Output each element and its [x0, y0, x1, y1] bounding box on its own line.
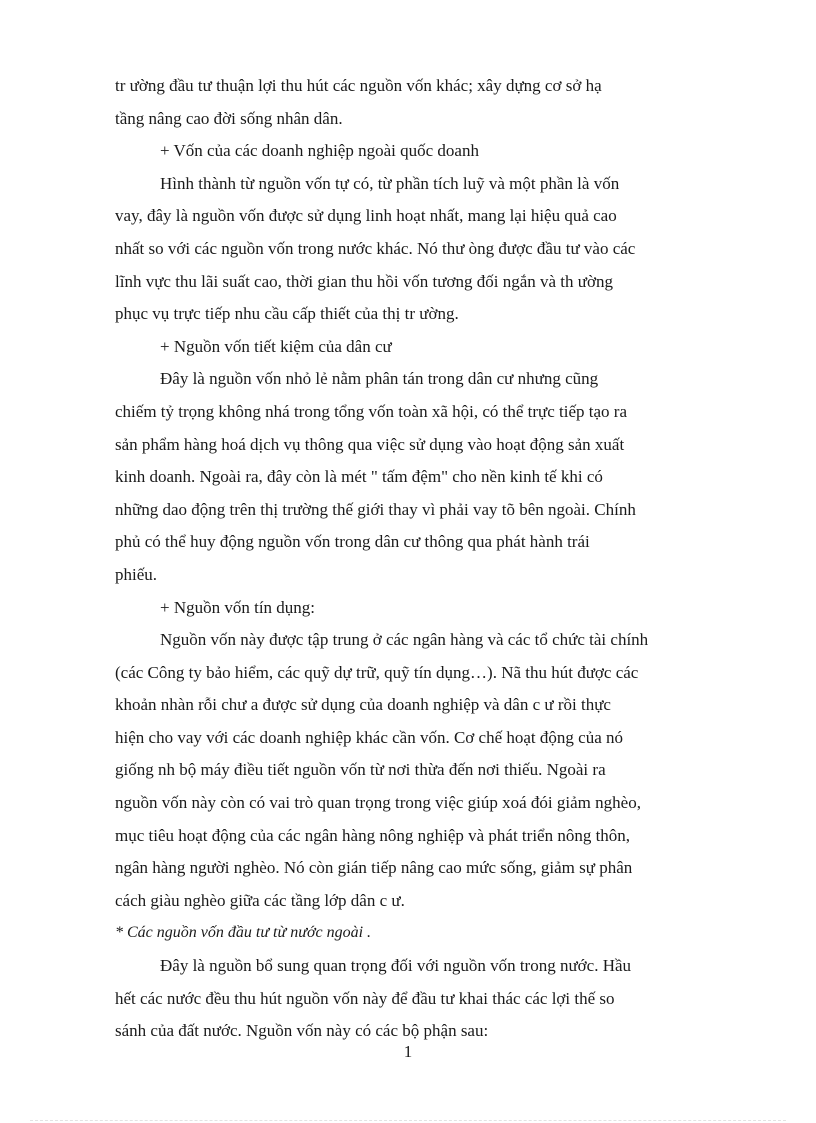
paragraph-household-savings: Đây là nguồn vốn nhỏ lẻ nằm phân tán trong dân cư nhưng cũng chiếm tỷ trọng không nhá trong tổng vốn toàn xã hội, có thể trực tiếp tạo ra sản phẩm hàng hoá dịch vụ thông qua việc sử dụng vào hoạt động sản xuất kinh doanh. Ngoài ra, đây còn là mét " tấm đệm" cho nền kinh tế khi có những dao động trên thị trường thế giới thay vì phải vay tõ bên ngoài. Chính phủ có thể huy động nguồn vốn trong dân cư thông qua phát hành trái phiếu.	[115, 369, 636, 584]
document-page	[115, 70, 719, 1048]
heading-private-enterprise-capital: + Vốn của các doanh nghiệp ngoài quốc doanh	[160, 141, 479, 161]
heading-foreign-investment: * Các nguồn vốn đầu tư từ nước ngoài .	[115, 924, 372, 942]
heading-credit-capital: + Nguồn vốn tín dụng:	[160, 597, 316, 617]
page-number: 1	[403, 1042, 413, 1061]
paragraph-foreign-investment: Đây là nguồn bổ sung quan trọng đối với nguồn vốn trong nước. Hầu hết các nước đều thu hút nguồn vốn này để đầu tư khai thác các lợi thế so sánh của đất nước. Nguồn vốn này có các bộ phận sau:	[115, 956, 632, 1041]
paragraph-private-enterprise-capital: Hình thành từ nguồn vốn tự có, từ phần tích luỹ và một phần là vốn vay, đây là nguồn vốn được sử dụng linh hoạt nhất, mang lại hiệu quả cao nhất so với các nguồn vốn trong nước khác. Nó thư òng được đầu tư vào các lĩnh vực thu lãi suất cao, thời gian thu hồi vốn tương đối ngắn và th ường phục vụ trực tiếp nhu cầu cấp thiết của thị tr ường.	[115, 173, 636, 324]
paragraph-infrastructure: tr ường đầu tư thuận lợi thu hút các nguồn vốn khác; xây dựng cơ sở hạ tầng nâng cao đời sống nhân dân.	[115, 76, 602, 128]
paragraph-credit-capital: Nguồn vốn này được tập trung ở các ngân hàng và các tổ chức tài chính (các Công ty bảo hiểm, các quỹ dự trữ, quỹ tín dụng…). Nã thu hút được các khoản nhàn rỗi chư a được sử dụng của doanh nghiệp và dân c ư rồi thực hiện cho vay với các doanh nghiệp khác cần vốn. Cơ chế hoạt động của nó giống nh bộ máy điều tiết nguồn vốn từ nơi thừa đến nơi thiếu. Ngoài ra nguồn vốn này còn có vai trò quan trọng trong việc giúp xoá đói giảm nghèo, mục tiêu hoạt động của các ngân hàng nông nghiệp và phát triển nông thôn, ngân hàng người nghèo. Nó còn gián tiếp nâng cao mức sống, giảm sự phân cách giàu nghèo giữa các tầng lớp dân c ư.	[115, 630, 649, 910]
page-bottom-divider	[30, 1120, 786, 1121]
heading-household-savings: + Nguồn vốn tiết kiệm của dân cư	[160, 336, 392, 356]
